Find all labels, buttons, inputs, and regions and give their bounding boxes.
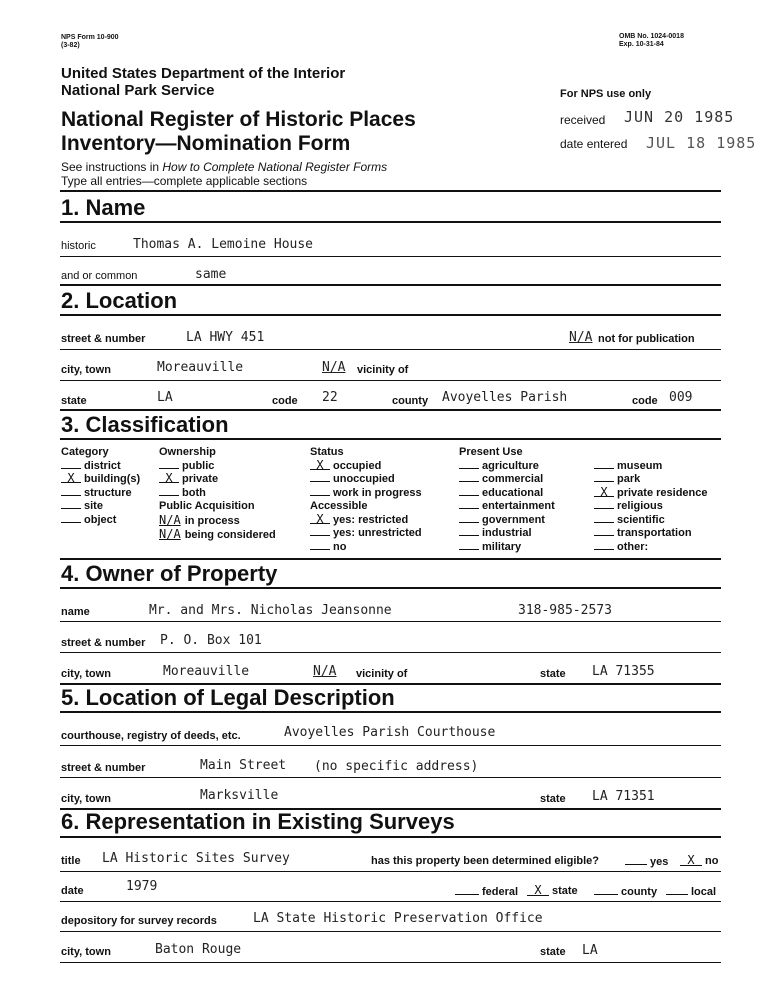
not-for-publication-mark[interactable]: N/A bbox=[569, 330, 593, 345]
level-county-option[interactable]: county bbox=[594, 885, 657, 898]
status-work-in-progress[interactable]: work in progress bbox=[310, 487, 422, 501]
public-acquisition-heading: Public Acquisition bbox=[159, 500, 255, 512]
use-agriculture[interactable]: agriculture bbox=[459, 460, 555, 474]
level-state-option[interactable]: X state bbox=[527, 885, 578, 897]
legal-city-label: city, town bbox=[61, 793, 111, 805]
owner-city-label: city, town bbox=[61, 668, 111, 680]
county-field[interactable]: Avoyelles Parish bbox=[442, 390, 568, 405]
state-code-field[interactable]: 22 bbox=[322, 390, 338, 405]
instructions-line1: See instructions in How to Complete National Register Forms bbox=[61, 160, 388, 174]
street-number-label: street & number bbox=[61, 333, 146, 345]
ownership-both[interactable]: both bbox=[159, 487, 276, 501]
acquisition-being-considered[interactable]: N/A being considered bbox=[159, 527, 276, 541]
status-unoccupied[interactable]: unoccupied bbox=[310, 473, 422, 487]
not-for-publication-label: not for publication bbox=[598, 333, 695, 345]
instructions-line2: Type all entries—complete applicable sections bbox=[61, 174, 308, 188]
category-column bbox=[61, 446, 140, 527]
state-code-label: code bbox=[272, 395, 298, 407]
omb-expiration: Exp. 10-31-84 bbox=[619, 41, 664, 48]
accessible-no[interactable]: no bbox=[310, 541, 422, 555]
common-name-field[interactable]: same bbox=[195, 267, 227, 282]
category-site[interactable]: site bbox=[61, 500, 140, 514]
historic-name-field[interactable]: Thomas A. Lemoine House bbox=[133, 237, 314, 252]
ownership-column bbox=[159, 446, 276, 543]
category-heading: Category bbox=[61, 446, 109, 458]
ownership-public[interactable]: public bbox=[159, 460, 276, 474]
street-number-field[interactable]: LA HWY 451 bbox=[186, 330, 265, 345]
omb-number: OMB No. 1024-0018 bbox=[619, 33, 684, 40]
city-town-label: city, town bbox=[61, 364, 111, 376]
depository-state-label: state bbox=[540, 946, 566, 958]
use-industrial[interactable]: industrial bbox=[459, 527, 555, 541]
eligible-yes-option[interactable]: yes bbox=[625, 855, 668, 868]
historic-label: historic bbox=[61, 240, 96, 252]
nps-use-heading: For NPS use only bbox=[560, 88, 652, 100]
owner-state-field[interactable]: LA 71355 bbox=[592, 664, 655, 679]
category-buildings[interactable]: X building(s) bbox=[61, 473, 140, 487]
depository-state-field[interactable]: LA bbox=[582, 943, 598, 958]
owner-street-label: street & number bbox=[61, 637, 146, 649]
use-private-residence[interactable]: X private residence bbox=[594, 487, 708, 501]
category-object[interactable]: object bbox=[61, 514, 140, 528]
received-label: received bbox=[560, 113, 606, 127]
use-park[interactable]: park bbox=[594, 473, 708, 487]
present-use-heading: Present Use bbox=[459, 446, 523, 458]
vicinity-label: vicinity of bbox=[357, 364, 409, 376]
date-entered-label: date entered bbox=[560, 137, 628, 151]
form-title-line2: Inventory—Nomination Form bbox=[61, 132, 351, 155]
status-heading: Status bbox=[310, 446, 344, 458]
acquisition-in-process[interactable]: N/A in process bbox=[159, 512, 240, 527]
section-6-heading: 6. Representation in Existing Surveys bbox=[61, 809, 455, 834]
accessible-heading: Accessible bbox=[310, 500, 368, 512]
form-title-line1: National Register of Historic Places bbox=[61, 108, 416, 131]
section-1-heading: 1. Name bbox=[61, 195, 146, 220]
eligible-no-option[interactable]: X no bbox=[680, 855, 718, 867]
level-local-option[interactable]: local bbox=[666, 885, 716, 898]
county-label: county bbox=[392, 395, 429, 407]
legal-state-label: state bbox=[540, 793, 566, 805]
depository-label: depository for survey records bbox=[61, 915, 217, 927]
owner-state-label: state bbox=[540, 668, 566, 680]
accessible-unrestricted[interactable]: yes: unrestricted bbox=[310, 527, 422, 541]
present-use-column-1 bbox=[459, 446, 555, 554]
department-name: United States Department of the Interior bbox=[61, 65, 346, 82]
use-educational[interactable]: educational bbox=[459, 487, 555, 501]
legal-state-field[interactable]: LA 71351 bbox=[592, 789, 655, 804]
use-museum[interactable]: museum bbox=[594, 460, 708, 474]
owner-street-field[interactable]: P. O. Box 101 bbox=[160, 633, 262, 648]
owner-vicinity-label: vicinity of bbox=[356, 668, 408, 680]
depository-city-field[interactable]: Baton Rouge bbox=[155, 942, 242, 957]
owner-vicinity-mark[interactable]: N/A bbox=[313, 664, 337, 679]
category-district[interactable]: district bbox=[61, 460, 140, 474]
legal-street-note: (no specific address) bbox=[314, 759, 479, 774]
form-number: NPS Form 10-900 bbox=[61, 34, 119, 41]
vicinity-mark[interactable]: N/A bbox=[322, 360, 346, 375]
legal-city-field[interactable]: Marksville bbox=[200, 788, 279, 803]
section-3-heading: 3. Classification bbox=[61, 412, 229, 437]
use-religious[interactable]: religious bbox=[594, 500, 708, 514]
owner-city-field[interactable]: Moreauville bbox=[163, 664, 250, 679]
courthouse-field[interactable]: Avoyelles Parish Courthouse bbox=[284, 725, 496, 740]
county-code-field[interactable]: 009 bbox=[669, 390, 693, 405]
use-transportation[interactable]: transportation bbox=[594, 527, 708, 541]
owner-name-field[interactable]: Mr. and Mrs. Nicholas Jeansonne bbox=[149, 603, 392, 618]
use-scientific[interactable]: scientific bbox=[594, 514, 708, 528]
legal-street-field[interactable]: Main Street bbox=[200, 758, 287, 773]
section-4-heading: 4. Owner of Property bbox=[61, 561, 278, 586]
ownership-heading: Ownership bbox=[159, 446, 216, 458]
city-town-field[interactable]: Moreauville bbox=[157, 360, 244, 375]
ownership-private[interactable]: X private bbox=[159, 473, 276, 487]
state-label: state bbox=[61, 395, 87, 407]
section-5-heading: 5. Location of Legal Description bbox=[61, 685, 395, 710]
status-occupied[interactable]: X occupied bbox=[310, 460, 422, 474]
survey-title-label: title bbox=[61, 855, 81, 867]
common-name-label: and or common bbox=[61, 270, 138, 282]
received-stamp: JUN 20 1985 bbox=[624, 108, 735, 126]
survey-date-label: date bbox=[61, 885, 84, 897]
owner-phone-field[interactable]: 318-985-2573 bbox=[518, 603, 612, 618]
depository-city-label: city, town bbox=[61, 946, 111, 958]
depository-field[interactable]: LA State Historic Preservation Office bbox=[253, 911, 543, 926]
use-entertainment[interactable]: entertainment bbox=[459, 500, 555, 514]
courthouse-label: courthouse, registry of deeds, etc. bbox=[61, 730, 241, 742]
use-commercial[interactable]: commercial bbox=[459, 473, 555, 487]
owner-name-label: name bbox=[61, 606, 90, 618]
form-revision: (3-82) bbox=[61, 42, 80, 49]
present-use-column-2 bbox=[594, 460, 708, 555]
survey-title-field[interactable]: LA Historic Sites Survey bbox=[102, 851, 290, 866]
accessible-restricted[interactable]: X yes: restricted bbox=[310, 514, 422, 528]
survey-date-field[interactable]: 1979 bbox=[126, 879, 158, 894]
section-2-heading: 2. Location bbox=[61, 288, 178, 313]
legal-street-label: street & number bbox=[61, 762, 146, 774]
state-field[interactable]: LA bbox=[157, 390, 173, 405]
status-column bbox=[310, 446, 422, 554]
use-government[interactable]: government bbox=[459, 514, 555, 528]
eligible-question-label: has this property been determined eligible? bbox=[371, 855, 599, 867]
service-name: National Park Service bbox=[61, 82, 215, 99]
county-code-label: code bbox=[632, 395, 658, 407]
use-other[interactable]: other: bbox=[594, 541, 708, 555]
use-military[interactable]: military bbox=[459, 541, 555, 555]
level-federal-option[interactable]: federal bbox=[455, 885, 518, 898]
date-entered-stamp: JUL 18 1985 bbox=[646, 134, 757, 152]
category-structure[interactable]: structure bbox=[61, 487, 140, 501]
